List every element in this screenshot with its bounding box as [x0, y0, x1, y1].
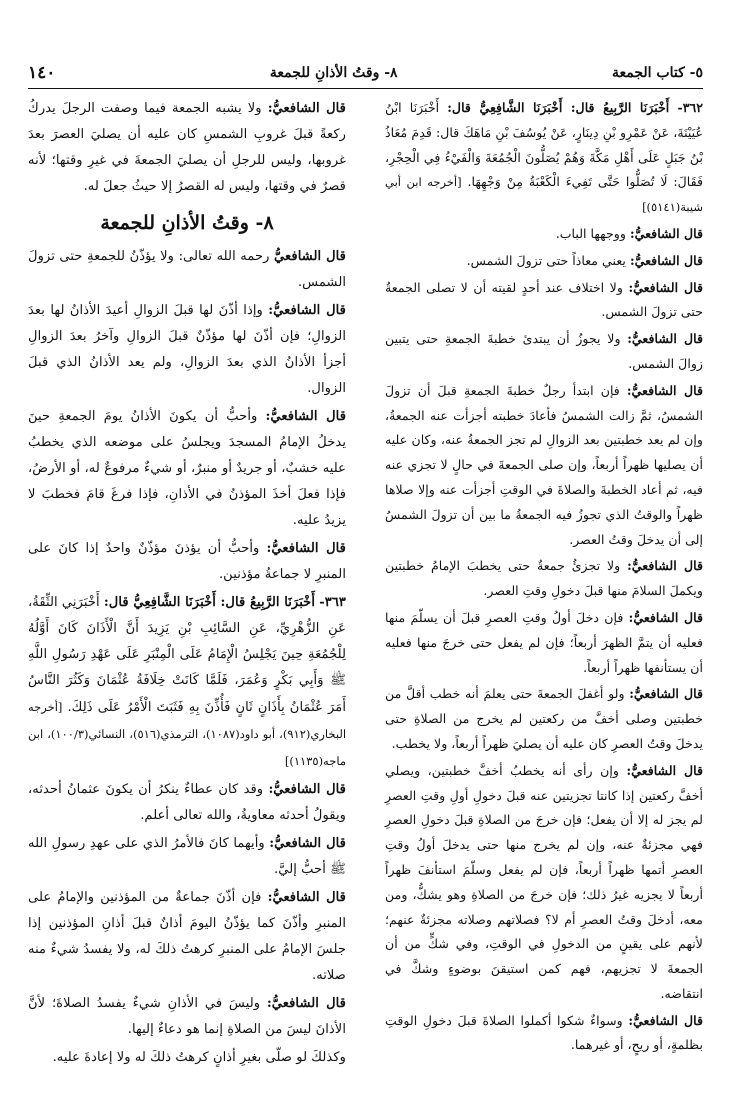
paragraph — [385, 249, 703, 274]
speaker-label: قال الشافعيُّ: — [268, 303, 346, 318]
paragraph-text: ولا تجزئُ جمعةٌ حتى يخطبَ الإمامُ خطبتين ويكملَ السلامَ منها قبلَ دخولِ وقتِ العصر. — [385, 558, 703, 599]
paragraph-text: وسواءٌ شكوا أكملوا الصلاةَ قبلَ دخولِ الوقتِ بظلمةٍ، أو ريحٍ، أو غيرهما. — [385, 1012, 703, 1053]
paragraph — [28, 885, 346, 989]
speaker-label: قال الشافعيُّ: — [265, 409, 346, 424]
paragraph-text: وإذا أذّنَ لها قبلَ الزوالِ أعيدَ الأذانُ لها بعدَ الزوالِ؛ فإن أذّنَ لها مؤذّنٌ قبلَ الزوالِ وآخرُ بعدَ الزوالِ أجزأ الأذانُ الذي بعدَ الزوالِ، ولم يعد الأذانُ الذي قبلَ الزوال. — [28, 303, 346, 396]
speaker-label: قال الشافعيُّ: — [627, 558, 703, 574]
paragraph-text: أَخْبَرَنَا ابْنُ عُيَيْنَةَ، عَنْ عَمْرِو بْنِ دِينَارٍ، عَنْ يُوسُفَ بْنِ مَاهَكَ قال: قَدِمَ مُعَاذُ بْنُ جَبَلٍ عَلَى أَهْلِ مَكَّةَ وَهُمْ يُصَلُّونَ الْجُمُعَةَ وَالْفَيْءُ فِي الْحِجْرِ، فَقَالَ: لَا تُصَلُّوا حَتَّى تَفِيءَ الْكَعْبَةُ مِنْ وَجْهِهَا. — [385, 100, 703, 190]
speaker-label: أَخْبَرَنَا الرَّبِيعُ قال: أَخْبَرَنَا الشَّافِعِيُّ قال: — [447, 100, 670, 115]
paragraph — [28, 831, 346, 883]
paragraph — [385, 222, 703, 247]
speaker-label: قال الشافعيُّ: — [629, 686, 703, 702]
speaker-label: قال الشافعيُّ: — [266, 996, 346, 1011]
header-rule — [28, 88, 703, 89]
paragraph-text: ولا يجوزُ أن يبتدئ خطبةَ الجمعةِ حتى يتبين زوالَ الشمس. — [385, 331, 703, 371]
paragraph — [385, 327, 703, 377]
speaker-label: قال الشافعيُّ: — [627, 331, 703, 347]
paragraph-text: فإن دخلَ أولُ وقتِ العصرِ قبلَ أن يسلّمَ منها فعليه أن يتمَّ الظهرَ أربعاً؛ فإن لم يفعل حتى خرجَ منها فعليه أن يستأنفها ظهراً أربعاً. — [385, 609, 703, 675]
paragraph — [385, 682, 703, 756]
paragraph — [28, 536, 346, 588]
paragraph-text: يعني معاذاً حتى تزولَ الشمس. — [466, 252, 626, 268]
paragraph — [28, 96, 346, 200]
paragraph-text: رحمه الله تعالى: ولا يؤذّنُ للجمعةِ حتى تزولَ الشمس. — [28, 249, 346, 290]
left-column-top — [28, 96, 346, 200]
reference: [أخرجه ابن أبي شيبة(٥١٤١)] — [385, 175, 703, 215]
speaker-label: قال الشافعيُّ: — [267, 890, 346, 905]
paragraph — [385, 276, 703, 326]
paragraph-text: وكذلكَ لو صلّى بغيرِ أذانٍ كرهتُ ذلكَ له ولا إعادةَ عليه. — [52, 1050, 346, 1065]
paragraph — [28, 1045, 346, 1071]
speaker-label: قال الشافعيُّ: — [628, 609, 703, 625]
paragraph-text: وأحبُّ أن يكونَ الأذانُ يومَ الجمعةِ حينَ يدخلُ الإمامُ المسجدَ ويجلسُ على موضعه الذي يخطبُ عليه خشبٌ، أو جريدٌ أو منبرٌ، أو شيءٌ مرفوعٌ له، أو الأرضُ، فإذا فعلَ أخذَ المؤذنُ في الأذانِ، فإذا فرغَ قامَ فخطبَ لا يزيدُ عليه. — [28, 409, 346, 528]
paragraph-text: فإن ابتدأ رجلٌ خطبةَ الجمعةِ قبلَ أن تزولَ الشمسُ، ثمَّ زالت الشمسُ فأعادَ خطبته أجزأت عنه الجمعةُ، وإن لم يعد خطبتين بعد الزوالِ لم تجز الجمعةُ عنه، وكان عليه أن يصليها ظهراً أربعاً، وإن صلى الجمعةَ في حالٍ لا تجزي عنه فيه، ثم أعاد الخطبةَ والصلاةَ في الوقتِ أجزأت عنه وإلا صلاها ظهراً والوقتُ الذي تجوزُ فيه الجمعةُ ما بين أن تزولَ الشمسُ إلى أن يدخلَ وقتُ العصر. — [385, 382, 703, 547]
right-column — [385, 96, 703, 1060]
paragraph-text: ولا يشبه الجمعة فيما وصفت الرجلَ يدركُ ركعةً قبلَ غروبِ الشمسِ كان عليه أن يصليَ العصرَ بعدَ غروبها، وليس للرجلِ أن يصليَ الجمعةَ في غيرِ وقتها؛ لأنه قصرٌ في وقتها، وليس له القصرُ إلا حيثُ جعلَ له. — [28, 101, 346, 194]
left-column — [28, 96, 346, 1073]
section-running-title: ٨- وقتُ الأذانِ للجمعة — [269, 65, 398, 81]
speaker-label: قال الشافعيُّ: — [628, 1012, 703, 1028]
paragraph — [28, 777, 346, 829]
chapter-title: ٥- كتاب الجمعة — [612, 65, 703, 81]
paragraph — [28, 298, 346, 402]
hadith-number: ٣٦٢- — [677, 100, 703, 115]
paragraph-text: وقد كان عطاءٌ ينكرُ أن يكونَ عثمانُ أحدثه، ويقولُ أحدثه معاويةُ، والله تعالى أعلم. — [28, 782, 346, 823]
paragraph-text: ولا اختلاف عند أحدٍ لقيته أن لا تصلى الجمعةُ حتى تزولَ الشمس. — [385, 279, 703, 320]
paragraph — [385, 759, 703, 1007]
section-heading: ٨- وقتُ الأذانِ للجمعة — [100, 212, 274, 234]
speaker-label: قال الشافعيُّ: — [629, 252, 703, 268]
speaker-label: أَخْبَرَنَا الرَّبِيعُ قال: أَخْبَرَنَا الشَّافِعِيُّ قال: — [103, 595, 315, 610]
paragraph — [385, 96, 703, 220]
speaker-label: قال الشافعيُّ: — [269, 836, 346, 851]
paragraph-text: وأحبُّ أن يؤذنَ مؤذّنٌ واحدٌ إذا كانَ على المنبرِ لا جماعةُ مؤذنين. — [28, 541, 346, 582]
paragraph — [28, 590, 346, 775]
paragraph-text: أَخْبَرَنِي الثِّقَةُ، عَنِ الزُّهْرِيِّ، عَنِ السَّائِبِ بْنِ يَزِيدَ أَنَّ الْأَذَانَ كَانَ أَوَّلُهُ لِلْجُمُعَةِ حِينَ يَجْلِسُ الْإِمَامُ عَلَى الْمِنْبَرِ عَلَى عَهْدِ رَسُولِ اللَّهِ ﷺ وَأَبِي بَكْرٍ وَعُمَرَ، فَلَمَّا كَانَتْ خِلَافَةُ عُثْمَانَ وَكَثُرَ النَّاسُ أَمَرَ عُثْمَانُ بِأَذَانٍ ثَانٍ فَأُذِّنَ بِهِ فَثَبَتَ الْأَمْرُ عَلَى ذَلِكَ. — [28, 595, 347, 715]
paragraph-text: فإن أذّنَ جماعةٌ من المؤذنين والإمامُ على المنبرِ وأذّنَ كما يؤذّنُ اليومَ أذانٌ قبلَ أذانِ المؤذنين إذا جلسَ الإمامُ على المنبرِ كرهتُ ذلكَ له، ولا يفسدُ شيءٌ منه صلاته. — [28, 890, 346, 983]
speaker-label: قال الشافعيُّ — [274, 249, 346, 264]
speaker-label: قال الشافعيُّ: — [266, 541, 346, 556]
paragraph — [385, 379, 703, 553]
paragraph — [28, 991, 346, 1043]
paragraph — [28, 404, 346, 534]
speaker-label: قال الشافعيُّ: — [629, 225, 703, 241]
speaker-label: قال الشافعيُّ: — [626, 382, 703, 398]
speaker-label: قال الشافعيُّ: — [628, 279, 703, 295]
paragraph — [385, 606, 703, 680]
speaker-label: قال الشافعيُّ: — [267, 101, 346, 116]
paragraph-text: وليسَ في الأذانِ شيءٌ يفسدُ الصلاةَ؛ لأنَّ الأذانَ ليسَ من الصلاةِ إنما هو دعاءٌ إليها. — [28, 996, 346, 1037]
paragraph-text: ووجهها الباب. — [555, 225, 626, 241]
paragraph — [28, 244, 346, 296]
speaker-label: قال الشافعيُّ: — [626, 762, 703, 778]
page-header — [28, 60, 703, 86]
paragraph-text: ولو أغفلَ الجمعةَ حتى يعلمَ أنه خطب أقلَّ من خطبتين وصلى أخفَّ من ركعتين لم يخرج من الصلاةِ حتى يدخلَ وقتُ العصرِ كان عليه أن يصليَ ظهراً أربعاً، ولا يخطب. — [385, 686, 703, 751]
reference: [أخرجه البخاري(٩١٢)، أبو داود(١٠٨٧)، الترمذي(٥١٦)، النسائي(١٠٠/٣)، ابن ماجه(١١٣٥)] — [28, 700, 347, 768]
paragraph — [385, 1009, 703, 1059]
speaker-label: قال الشافعيُّ: — [268, 782, 346, 797]
paragraph-text: وإن رأى أنه يخطبُ أخفَّ خطبتين، ويصلي أخفَّ ركعتين إذا كانتا تجزيتين عنه قبلَ دخولِ أولِ وقتِ العصرِ لم يجز له إلا أن يفعل؛ فإن خرجَ من الصلاةِ قبلَ دخولِ العصرِ فهي مجزئةٌ عنه، وإن لم يخرج منها حتى يدخلَ أولُ وقتِ العصرِ أتمها ظهراً أربعاً، فإن لم يفعل وسلّمَ استأنفَ ظهراً أربعاً لا يجزيه غيرُ ذلك؛ فإن خرجَ من الصلاةِ وهو يشكُّ، ومن معه، أدخلَ وقتُ العصرِ أم لا؟ فصلاتهم وصلاته مجزئةٌ عنهم؛ لأنهم على يقينٍ من الدخولِ في الوقتِ، وفي شكٍّ من أن الجمعةَ لا تجزيهم، فهم كمن استيقنَ بوضوءٍ وشكَّ في انتقاضه. — [385, 762, 703, 1001]
page-number: ١٤٠ — [28, 63, 56, 83]
paragraph-text: وأيهما كانَ فالأمرُ الذي على عهدِ رسولِ الله ﷺ أحبُّ إليَّ. — [28, 836, 346, 877]
left-column-body — [28, 244, 346, 1071]
paragraph — [385, 554, 703, 604]
hadith-number: ٣٦٣- — [319, 595, 346, 610]
